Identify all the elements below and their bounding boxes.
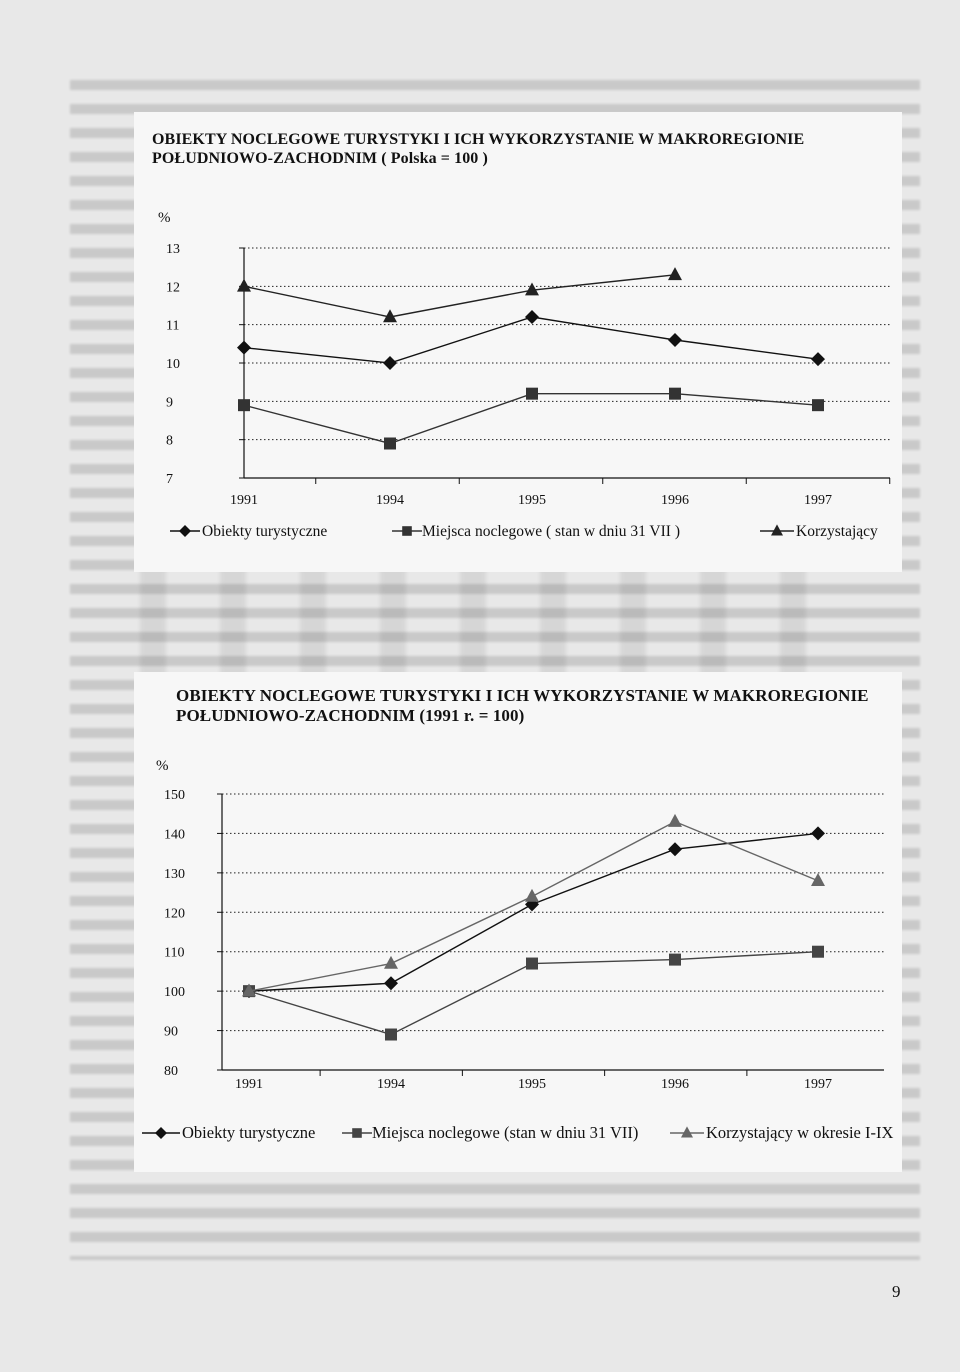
chart-1-series-2-point: [384, 438, 396, 450]
chart-1-xtick-label: 1994: [376, 493, 404, 508]
chart-1-legend-3-marker: [771, 524, 783, 535]
chart-2-xtick-label: 1991: [235, 1077, 263, 1092]
chart-1-series-1-point: [525, 310, 539, 324]
chart-1-series-1-point: [668, 333, 682, 347]
chart-1-series-1-line: [244, 317, 818, 363]
chart-2-ytick-label: 90: [164, 1024, 178, 1040]
chart-1-xtick-label: 1997: [804, 493, 832, 508]
chart-1-xtick-label: 1991: [230, 493, 258, 508]
chart-2-series-2-point: [526, 958, 538, 970]
chart-2-series-3-point: [384, 956, 398, 969]
page-number: 9: [892, 1282, 901, 1301]
chart-1-series-2-point: [812, 399, 824, 411]
chart-1-ytick-label: 13: [166, 242, 180, 257]
chart-1-title-line-2: POŁUDNIOWO-ZACHODNIM ( Polska = 100 ): [152, 150, 488, 167]
chart-2-legend-1-label: Obiekty turystyczne: [182, 1123, 316, 1142]
chart-2-series-2-point: [669, 954, 681, 966]
chart-2-series-2-point: [385, 1029, 397, 1041]
chart-2-series-2-point: [812, 946, 824, 958]
chart-1-xtick-label: 1996: [661, 493, 689, 508]
chart-2-legend-1-marker: [155, 1127, 167, 1139]
chart-1-legend-1-marker: [179, 525, 191, 537]
chart-1-ytick-label: 9: [166, 395, 173, 411]
chart-1-series-2-point: [669, 388, 681, 400]
chart-2-xtick-label: 1996: [661, 1077, 689, 1092]
chart-panel-2: [134, 672, 902, 1172]
chart-2-ylabel: %: [156, 758, 169, 774]
chart-2-ytick-label: 130: [164, 866, 185, 882]
chart-1-ytick-label: 10: [166, 357, 180, 372]
chart-1-title-line-1: OBIEKTY NOCLEGOWE TURYSTYKI I ICH WYKORZYSTANIE W MAKROREGIONIE: [152, 131, 805, 148]
chart-2-series-3-point: [668, 814, 682, 827]
chart-2-legend-3-label: Korzystający w okresie I-IX: [706, 1123, 894, 1142]
chart-2-ytick-label: 150: [164, 788, 185, 803]
chart-1-series-2-point: [238, 399, 250, 411]
chart-1-xtick-label: 1995: [518, 493, 546, 508]
chart-1-ytick-label: 8: [166, 433, 173, 449]
chart-1-series-3-point: [668, 267, 682, 280]
chart-2-legend-3-marker: [681, 1126, 693, 1137]
chart-1-ytick-label: 11: [166, 318, 180, 334]
chart-1-series-1-point: [383, 356, 397, 370]
chart-1-plot: [134, 112, 902, 572]
chart-2-ytick-label: 100: [164, 985, 185, 1001]
chart-2-ytick-label: 80: [164, 1064, 178, 1079]
chart-1-series-3-point: [237, 279, 251, 292]
chart-2-xtick-label: 1995: [518, 1077, 546, 1092]
chart-2-series-3-point: [811, 873, 825, 886]
chart-1-series-1-point: [237, 341, 251, 355]
chart-2-series-1-point: [384, 976, 398, 990]
chart-1-legend-1-label: Obiekty turystyczne: [202, 523, 328, 540]
chart-1-ytick-label: 12: [166, 280, 180, 296]
chart-2-series-1-point: [668, 842, 682, 856]
chart-1-ylabel: %: [158, 210, 171, 226]
chart-1-series-2-point: [526, 388, 538, 400]
chart-2-xtick-label: 1994: [377, 1077, 405, 1092]
chart-2-series-1-point: [811, 826, 825, 840]
chart-2-title-line-1: OBIEKTY NOCLEGOWE TURYSTYKI I ICH WYKORZYSTANIE W MAKROREGIONIE: [176, 686, 869, 705]
chart-1-ytick-label: 7: [166, 472, 173, 487]
chart-2-title-line-2: POŁUDNIOWO-ZACHODNIM (1991 r. = 100): [176, 706, 525, 725]
chart-1-legend-2-marker: [402, 526, 412, 536]
chart-2-ytick-label: 120: [164, 906, 185, 922]
chart-panel-1: [134, 112, 902, 572]
chart-2-plot: [134, 672, 902, 1172]
chart-2-ytick-label: 140: [164, 827, 185, 843]
chart-2-series-3-point: [525, 889, 539, 902]
chart-1-legend-2-label: Miejsca noclegowe ( stan w dniu 31 VII ): [422, 523, 680, 540]
chart-1-series-2-line: [244, 394, 818, 444]
chart-2-ytick-label: 110: [164, 945, 185, 961]
chart-1-series-3-line: [244, 275, 675, 317]
chart-2-legend-2-label: Miejsca noclegowe (stan w dniu 31 VII): [372, 1123, 639, 1142]
chart-1-legend-3-label: Korzystający: [796, 523, 878, 540]
chart-2-xtick-label: 1997: [804, 1077, 832, 1092]
chart-2-legend-2-marker: [352, 1128, 362, 1138]
chart-1-series-1-point: [811, 352, 825, 366]
